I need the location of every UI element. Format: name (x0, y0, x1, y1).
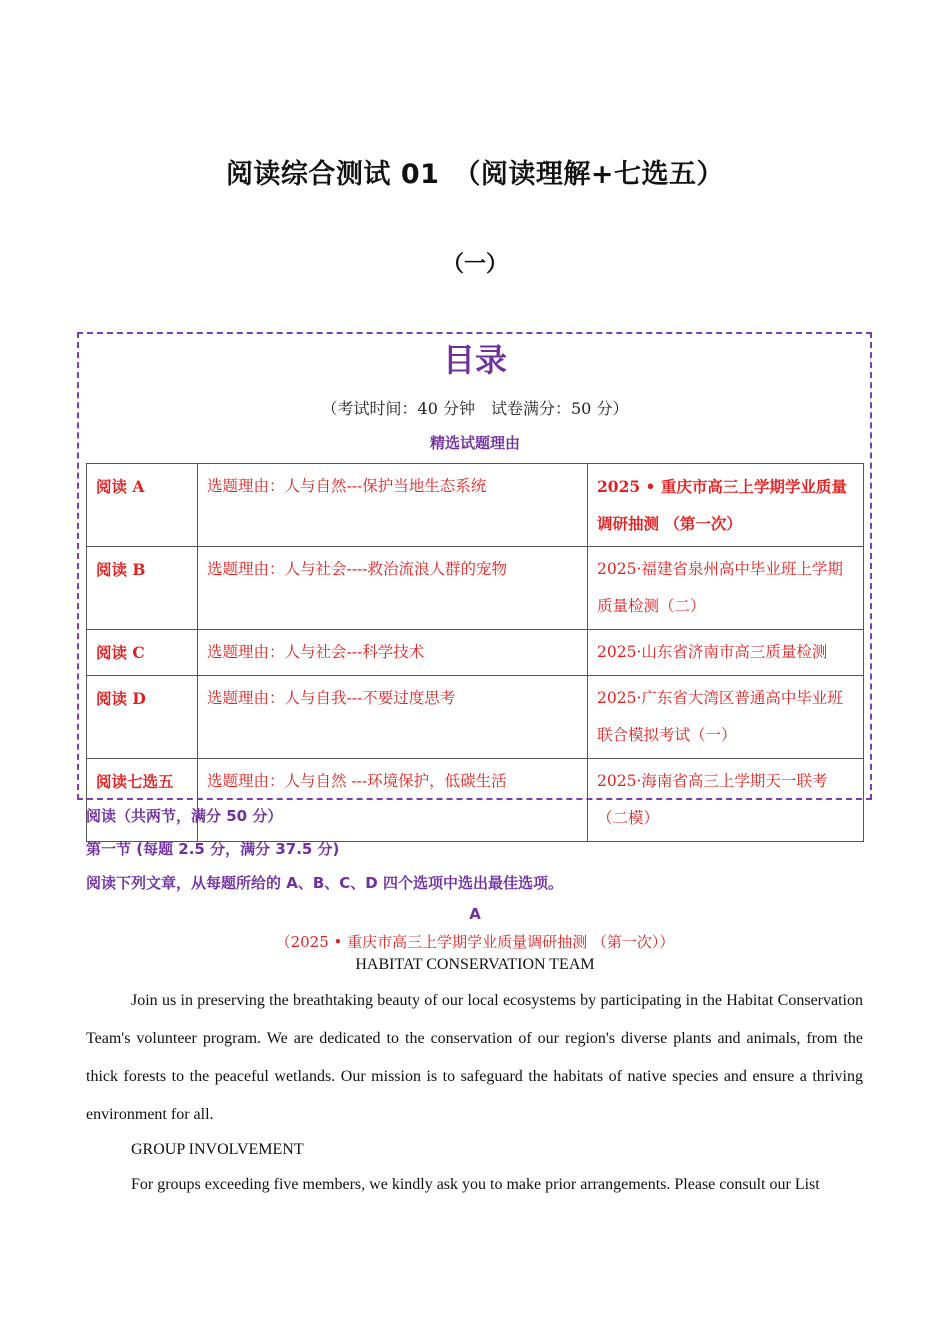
table-row (87, 630, 864, 676)
toc-cell-name: 阅读 A (87, 464, 198, 547)
toc-cell-reason: 选题理由：人与自我---不要过度思考 (198, 676, 588, 759)
page-title: 阅读综合测试 01 （阅读理解+七选五） (225, 159, 725, 190)
toc-cell-name: 阅读 B (87, 547, 198, 630)
section-instruction: 阅读下列文章，从每题所给的 A、B、C、D 四个选项中选出最佳选项。 (86, 874, 563, 892)
toc-cell-source: 2025·广东省大湾区普通高中毕业班联合模拟考试（一） (588, 676, 864, 759)
passage-paragraph: Join us in preserving the breathtaking beauty of our local ecosystems by participating in the Habitat Conservation Team's volunteer program. We are dedicated to the conservation of our region's diverse plants and animals, from the thick forests to the peaceful wetlands. Our mission is to safeguard the habitats of native species and ensure a thriving environment for all. (86, 992, 863, 1123)
exam-info: （考试时间：40 分钟 试卷满分：50 分） (321, 399, 629, 418)
toc-title: 目录 (442, 341, 507, 379)
passage-letter: A (469, 905, 481, 923)
table-row (87, 759, 864, 842)
page-subtitle: （一） (441, 252, 508, 277)
section-part1: 第一节 (每题 2.5 分，满分 37.5 分) (86, 840, 340, 858)
toc-cell-source: 2025·福建省泉州高中毕业班上学期质量检测（二） (588, 547, 864, 630)
toc-cell-name: 阅读 C (87, 630, 198, 676)
toc-cell-reason: 选题理由：人与社会----救治流浪人群的宠物 (198, 547, 588, 630)
toc-cell-reason: 选题理由：人与自然---保护当地生态系统 (198, 464, 588, 547)
passage-paragraph: For groups exceeding five members, we kindly ask you to make prior arrangements. Please consult our List (131, 1176, 820, 1193)
section-reading: 阅读（共两节，满分 50 分） (86, 807, 283, 825)
group-heading: GROUP INVOLVEMENT (131, 1141, 304, 1158)
table-row (87, 547, 864, 630)
passage-source: （2025 • 重庆市高三上学期学业质量调研抽测 （第一次）） (275, 933, 675, 951)
table-row (87, 676, 864, 759)
table-row (87, 464, 864, 547)
toc-cell-name: 阅读七选五 (87, 759, 198, 842)
toc-cell-source: 2025 • 重庆市高三上学期学业质量调研抽测 （第一次） (588, 464, 864, 547)
toc-cell-name: 阅读 D (87, 676, 198, 759)
toc-cell-reason: 选题理由：人与社会---科学技术 (198, 630, 588, 676)
toc-table (86, 463, 864, 842)
passage-heading: HABITAT CONSERVATION TEAM (355, 956, 595, 973)
reason-header: 精选试题理由 (429, 434, 520, 452)
toc-cell-source: 2025·山东省济南市高三质量检测 (588, 630, 864, 676)
toc-cell-source: 2025·海南省高三上学期天一联考（二模） (588, 759, 864, 842)
toc-cell-reason: 选题理由：人与自然 ---环境保护，低碳生活 (198, 759, 588, 842)
